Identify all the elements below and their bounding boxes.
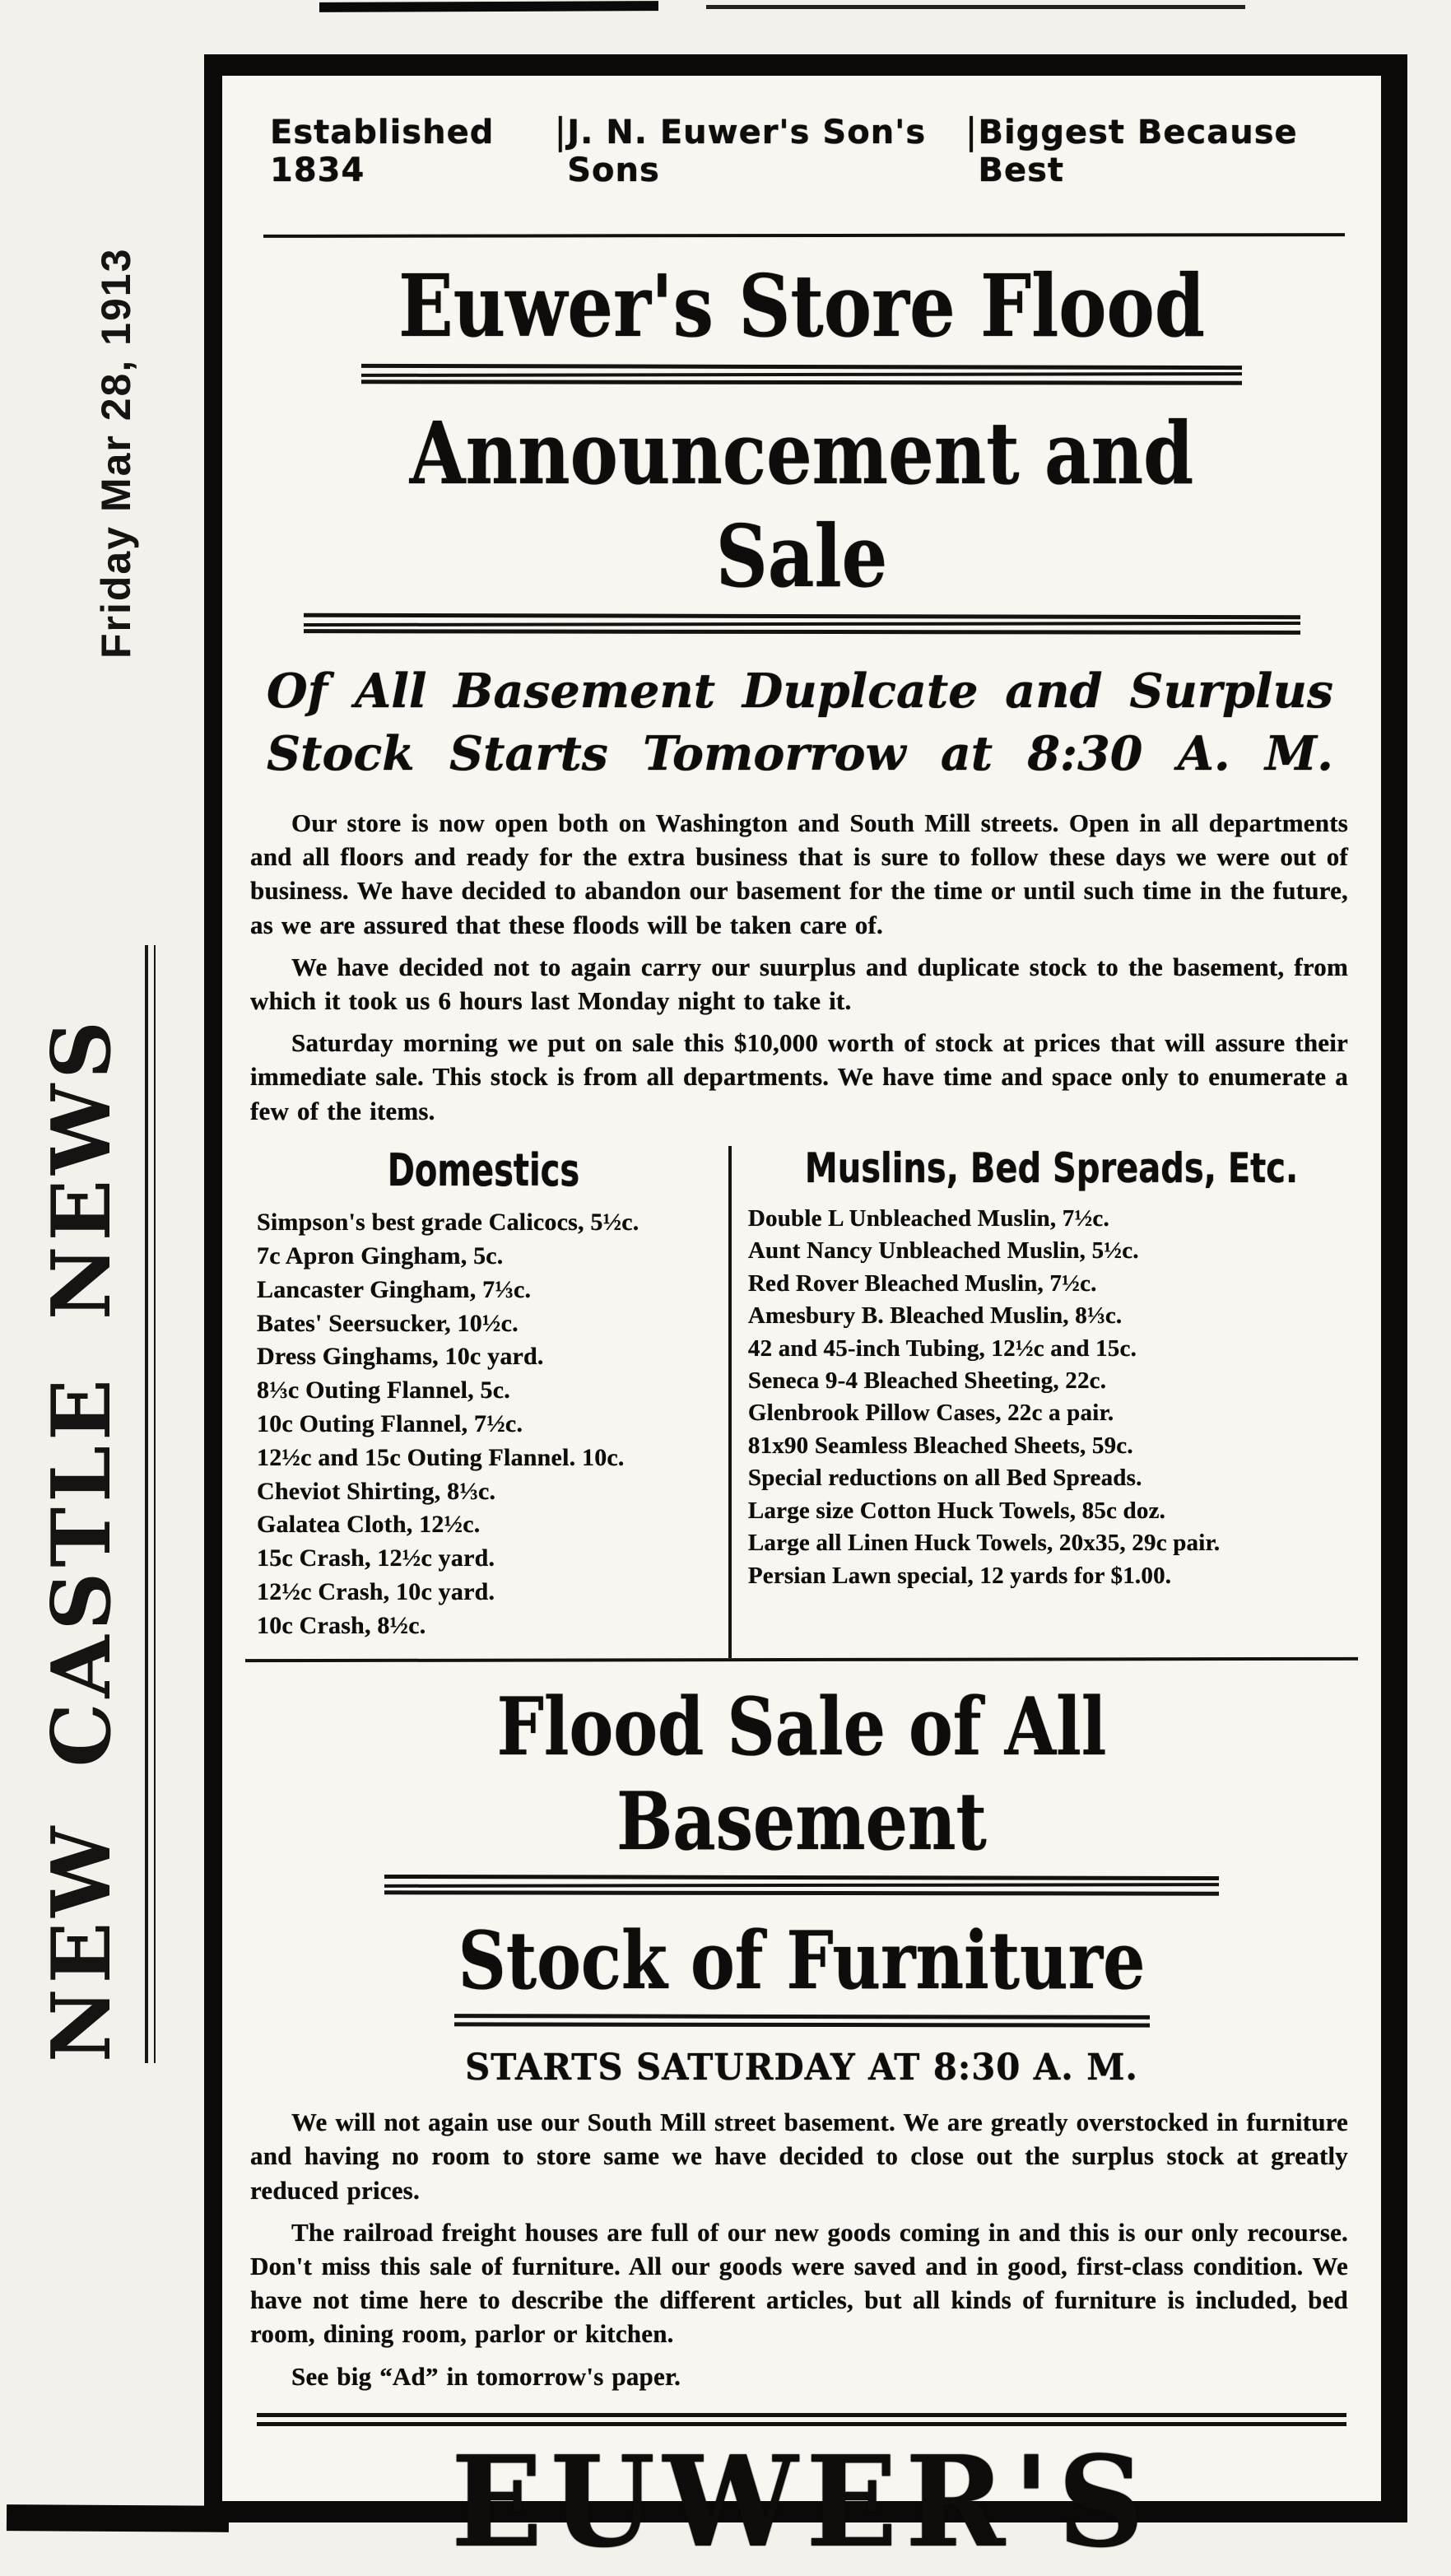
masthead-rule [263, 233, 1345, 238]
scan-artifact-top-bar [319, 1, 658, 12]
muslins-column [732, 1146, 1361, 1658]
list-item: 15c Crash, 12½c yard. [257, 1544, 495, 1572]
list-item: 81x90 Seamless Bleached Sheets, 59c. [747, 1432, 1133, 1459]
list-item: 12½c Crash, 10c yard. [257, 1577, 495, 1605]
list-item: Glenbrook Pillow Cases, 22c a pair. [747, 1400, 1114, 1427]
triple-rule [384, 1875, 1219, 1895]
scan-artifact-bottom-bar [7, 2504, 229, 2532]
list-item: 12½c and 15c Outing Flannel. 10c. [257, 1443, 625, 1471]
list-item: 8⅓c Outing Flannel, 5c. [257, 1377, 510, 1404]
intro-paragraph: We have decided not to again carry our suurplus and duplicate stock to the basement, from which it took us 6 hours last Monday night to take it. [250, 952, 1348, 1015]
list-item: Amesbury B. Bleached Muslin, 8⅓c. [747, 1302, 1123, 1330]
furniture-headline-line2: Stock of Furniture [458, 1913, 1146, 2007]
furniture-headline-line1: Flood Sale of All Basement [496, 1679, 1107, 1868]
domestics-column [242, 1146, 732, 1658]
list-item: Double L Unbleached Muslin, 7½c. [747, 1204, 1109, 1232]
footer-double-rule [257, 2413, 1346, 2426]
muslins-title: Muslins, Bed Spreads, Etc. [804, 1144, 1299, 1192]
muslins-list [743, 1203, 1360, 1592]
triple-rule [304, 614, 1300, 634]
list-item: Red Rover Bleached Muslin, 7½c. [747, 1269, 1097, 1297]
masthead-separator: | [554, 110, 568, 152]
double-rule [454, 2015, 1150, 2027]
starts-saturday-line: STARTS SATURDAY AT 8:30 A. M. [465, 2047, 1138, 2089]
subheadline [267, 660, 1333, 784]
headline-line1: Euwer's Store Flood [398, 255, 1205, 356]
list-item: Dress Ginghams, 10c yard. [257, 1343, 544, 1371]
masthead-store-name: J. N. Euwer's Son's Sons [567, 114, 927, 189]
list-item: Special reductions on all Bed Spreads. [747, 1465, 1142, 1492]
masthead-slogan: Biggest Because Best [978, 114, 1298, 189]
list-item: 10c Crash, 8½c. [257, 1611, 426, 1639]
intro-paragraph: Our store is now open both on Washington and South Mill streets. Open in all departments and all floors and ready for the extra business that is sure to follow these days we were out of business. We have decided to abandon our basement for the time or until such time in the future, as we are assured that these floods will be taken care of. [250, 808, 1348, 939]
triple-rule [361, 365, 1242, 384]
masthead-established: Established 1834 [270, 114, 495, 189]
list-item: Simpson's best grade Calicocs, 5½c. [257, 1209, 639, 1237]
list-item: 10c Outing Flannel, 7½c. [257, 1410, 523, 1437]
margin-date-note: Friday Mar 28, 1913 [93, 247, 139, 659]
list-item: Galatea Cloth, 12½c. [257, 1511, 481, 1539]
advertisement-box [204, 54, 1407, 2575]
intro-paragraph: Saturday morning we put on sale this $10,000 worth of stock at prices that will assure their immediate sale. This stock is from all departments. We have time and space only to enumerate a few of the items. [250, 1028, 1348, 1125]
subheadline-line2: Stock Starts Tomorrow at 8:30 A. M. [267, 725, 1333, 781]
list-item: Aunt Nancy Unbleached Muslin, 5½c. [747, 1237, 1139, 1265]
masthead-row [270, 110, 1337, 189]
margin-newspaper-name: NEW CASTLE NEWS [35, 1015, 129, 2062]
list-item: Seneca 9-4 Bleached Sheeting, 22c. [747, 1367, 1107, 1395]
sale-columns [242, 1146, 1361, 1658]
scan-artifact-top-line [706, 5, 1245, 9]
list-item: Bates' Seersucker, 10½c. [257, 1309, 519, 1337]
furniture-paragraph: See big “Ad” in tomorrow's paper. [291, 2361, 681, 2391]
margin-divider-rule [145, 945, 156, 2063]
list-item: Large all Linen Huck Towels, 20x35, 29c pair. [747, 1530, 1221, 1557]
list-item: 42 and 45-inch Tubing, 12½c and 15c. [747, 1335, 1137, 1362]
masthead-separator: | [965, 110, 979, 152]
list-item: Large size Cotton Huck Towels, 85c doz. [747, 1497, 1166, 1524]
list-item: Lancaster Gingham, 7⅓c. [257, 1275, 532, 1303]
domestics-list [252, 1206, 715, 1642]
store-logo-text: EUWER'S [450, 2427, 1153, 2575]
domestics-title: Domestics [387, 1144, 580, 1196]
furniture-paragraph: We will not again use our South Mill street basement. We are greatly overstocked in furniture and having no room to store same we have decided to close out the surplus stock at greatly reduced prices. [250, 2108, 1348, 2205]
headline-line2: Announcement and Sale [409, 402, 1194, 607]
list-item: 7c Apron Gingham, 5c. [257, 1242, 504, 1270]
furniture-paragraph: The railroad freight houses are full of our new goods coming in and this is our only recourse. Don't miss this sale of furniture. All our goods were saved and in good, first-class condition. We have not time here to describe the different articles, but all kinds of furniture is included, bed room, dining room, parlor or kitchen. [250, 2217, 1348, 2349]
list-item: Persian Lawn special, 12 yards for $1.00. [747, 1562, 1172, 1589]
subheadline-line1: Of All Basement Duplcate and Surplus [267, 664, 1333, 720]
list-item: Cheviot Shirting, 8⅓c. [257, 1477, 496, 1505]
